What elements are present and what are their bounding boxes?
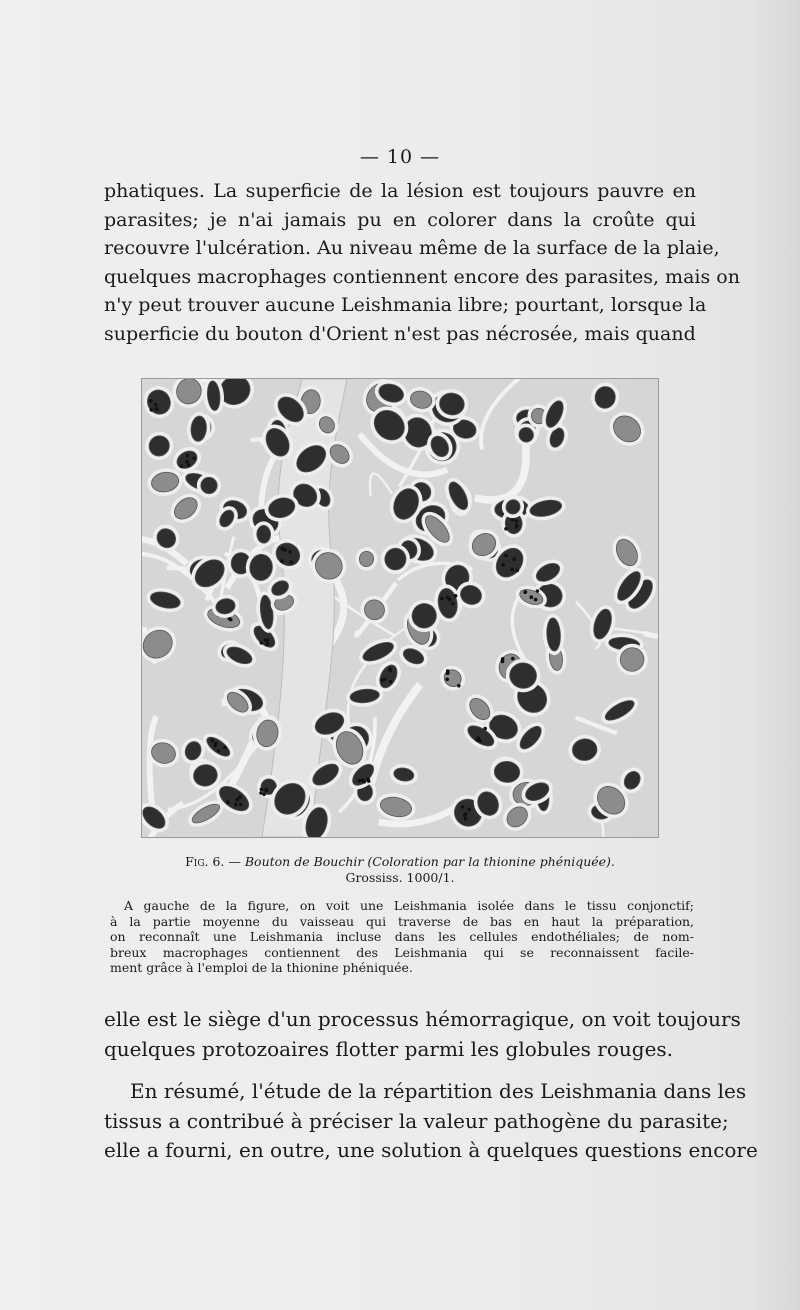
leishmania-body [217,749,221,753]
leishmania-body [290,560,294,564]
leishmania-body [467,808,471,812]
leishmania-body [260,788,264,792]
leishmania-body [501,563,505,567]
leishmania-body [210,739,214,743]
leishmania-body [451,602,455,606]
page-number: — 10 — [359,146,441,168]
leishmania-body [388,669,392,673]
text-line: tissus a contribué à préciser la valeur pathogène du parasite; [104,1108,729,1133]
leishmania-body [154,403,158,407]
leishmania-body [534,598,538,602]
leishmania-body [440,597,444,601]
leishmania-body [229,618,233,622]
leishmania-body [512,557,516,561]
leishmania-body [524,590,528,594]
leishmania-body [366,777,370,781]
leishmania-body [389,680,393,684]
leishmania-body [280,559,284,563]
legend-line: A gauche de la figure, on voit une Leishmania isolée dans le tissu conjonctif; [124,898,694,913]
leishmania-body [504,527,508,531]
leishmania-body [457,684,461,688]
leishmania-body [239,803,243,807]
leishmania-body [266,642,270,646]
leishmania-body [536,589,540,593]
leishmania-body [461,805,465,809]
leishmania-body [265,788,269,792]
leishmania-body [511,518,515,522]
text-line: phatiques. La superficie de la lésion est toujours pauvre en [104,180,696,202]
cell-nucleus [256,525,270,543]
text-line: En résumé, l'étude de la répartition des Leishmania dans les [130,1079,747,1103]
leishmania-body [214,742,218,746]
leishmania-body [155,407,159,411]
leishmania-body [445,678,449,682]
leishmania-body [357,779,361,783]
legend-line: à la partie moyenne du vaisseau qui traverse de bas en haut la préparation, [110,913,694,929]
leishmania-body [454,594,458,598]
leishmania-body [504,554,508,558]
after-figure-paragraph [104,1004,741,1064]
caption-dash: — [228,854,241,869]
leishmania-body [185,460,189,464]
text-line: elle a fourni, en outre, une solution à quelques questions encore [104,1138,758,1162]
leishmania-body [362,780,366,784]
text-line: elle est le siège d'un processus hémorragique, on voit toujours [104,1007,741,1031]
leishmania-body [516,569,520,573]
leishmania-body [463,813,467,817]
text-line: n'y peut trouver aucune Leishmania libre; pourtant, lorsque la [104,294,707,316]
legend-line: ment grâce à l'emploi de la thionine phéniquée. [110,960,413,975]
legend-line: on reconnaît une Leishmania incluse dans les cellules endothéliales; de nom- [110,929,694,944]
cell-nucleus [200,477,217,494]
leishmania-body [187,463,191,467]
leishmania-body [510,568,514,572]
leishmania-body [150,408,154,412]
leishmania-body [238,795,242,799]
caption-title-line [110,854,690,870]
leishmania-body [283,548,287,552]
figure-label: Fig. 6. [185,854,225,869]
leishmania-body [226,800,230,804]
leishmania-body [483,727,487,731]
text-line: quelques protozoaires flotter parmi les globules rouges. [104,1037,674,1061]
top-paragraph [104,177,740,348]
leishmania-body [235,798,239,802]
leishmania-body [180,465,184,469]
leishmania-body [381,678,385,682]
leishmania-body [448,598,452,602]
leishmania-body [477,739,481,743]
text-line: recouvre l'ulcération. Au niveau même de la surface de la plaie, [104,237,720,259]
micrograph-figure [141,378,659,838]
figure-caption [110,854,690,886]
leishmania-body [223,746,227,750]
leishmania-body [260,641,264,645]
leishmania-body [464,817,468,821]
leishmania-body [262,793,266,797]
leishmania-body [288,550,292,554]
leishmania-body [234,803,238,807]
text-line: quelques macrophages contiennent encore des parasites, mais on [104,265,740,288]
micrograph-illustration [142,379,658,837]
leishmania-body [192,456,196,460]
summary-paragraph [104,1077,758,1166]
leishmania-body [446,671,450,675]
leishmania-body [149,399,153,403]
figure-magnification: Grossiss. 1000/1. [345,870,455,885]
figure-title: Bouton de Bouchir (Coloration par la thionine phéniquée). [244,854,615,869]
figure-legend [110,898,694,976]
leishmania-body [515,524,519,528]
leishmania-body [511,657,515,661]
text-line: parasites; je n'ai jamais pu en colorer dans la croûte qui [104,208,696,231]
leishmania-body [186,454,190,458]
leishmania-body [530,595,534,599]
leishmania-body [515,519,519,523]
leishmania-body [265,638,269,642]
leishmania-body [501,657,505,661]
text-line: superficie du bouton d'Orient n'est pas nécrosée, mais quand [104,322,696,345]
legend-line: breux macrophages contiennent des Leishmania qui se reconnaissent facile- [110,944,694,960]
